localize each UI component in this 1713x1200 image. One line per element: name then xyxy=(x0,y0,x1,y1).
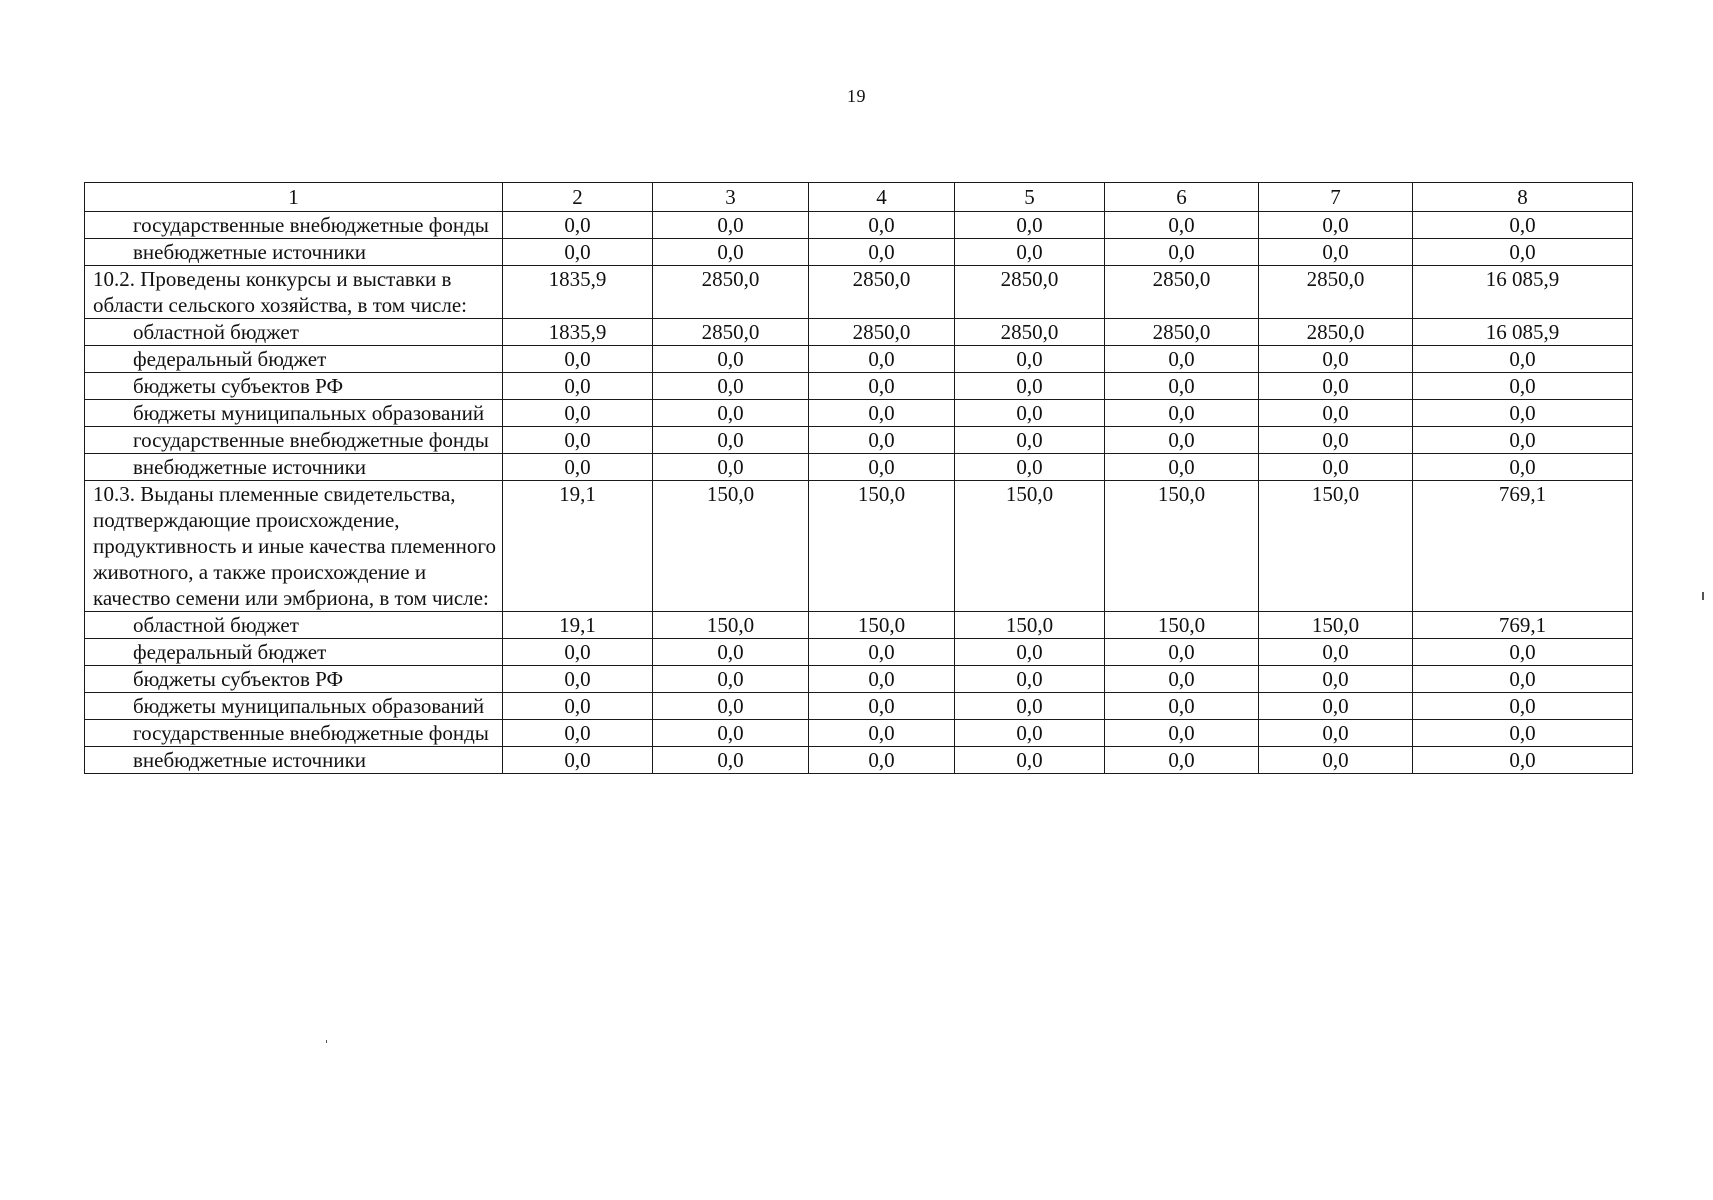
value-cell: 1835,9 xyxy=(503,319,653,346)
value-cell: 0,0 xyxy=(1105,373,1259,400)
value-cell: 0,0 xyxy=(1105,720,1259,747)
value-cell: 0,0 xyxy=(1105,400,1259,427)
table-row xyxy=(85,266,1633,319)
value-cell: 0,0 xyxy=(1105,212,1259,239)
value-cell: 150,0 xyxy=(809,612,955,639)
value-cell: 0,0 xyxy=(1105,427,1259,454)
value-cell: 150,0 xyxy=(1259,481,1413,612)
value-cell: 0,0 xyxy=(1259,639,1413,666)
value-cell: 150,0 xyxy=(809,481,955,612)
row-section-label: 10.3. Выданы племенные свидетельства, подтверждающие происхождение, продуктивность и иные качества племенного животного, а также происхождение и качество семени или эмбриона, в том числе: xyxy=(85,481,503,612)
value-cell: 0,0 xyxy=(653,666,809,693)
row-label: областной бюджет xyxy=(85,612,503,639)
value-cell: 0,0 xyxy=(1259,346,1413,373)
value-cell: 150,0 xyxy=(955,612,1105,639)
value-cell: 2850,0 xyxy=(955,319,1105,346)
table-row xyxy=(85,319,1633,346)
value-cell: 0,0 xyxy=(1413,454,1633,481)
budget-table-container xyxy=(84,182,1632,774)
value-cell: 0,0 xyxy=(955,454,1105,481)
value-cell: 150,0 xyxy=(653,612,809,639)
value-cell: 0,0 xyxy=(503,212,653,239)
value-cell: 0,0 xyxy=(653,693,809,720)
value-cell: 19,1 xyxy=(503,612,653,639)
value-cell: 2850,0 xyxy=(1105,266,1259,319)
value-cell: 0,0 xyxy=(1413,346,1633,373)
table-row xyxy=(85,666,1633,693)
scan-artifact xyxy=(1702,592,1704,600)
value-cell: 2850,0 xyxy=(1259,319,1413,346)
value-cell: 0,0 xyxy=(809,666,955,693)
value-cell: 0,0 xyxy=(955,747,1105,774)
value-cell: 1835,9 xyxy=(503,266,653,319)
value-cell: 0,0 xyxy=(653,639,809,666)
row-label: федеральный бюджет xyxy=(85,639,503,666)
value-cell: 0,0 xyxy=(503,346,653,373)
value-cell: 150,0 xyxy=(653,481,809,612)
value-cell: 0,0 xyxy=(809,639,955,666)
value-cell: 0,0 xyxy=(653,212,809,239)
value-cell: 0,0 xyxy=(503,747,653,774)
budget-table xyxy=(84,182,1633,774)
table-row xyxy=(85,454,1633,481)
value-cell: 0,0 xyxy=(1413,747,1633,774)
row-label: бюджеты муниципальных образований xyxy=(85,400,503,427)
value-cell: 0,0 xyxy=(503,720,653,747)
value-cell: 0,0 xyxy=(809,212,955,239)
value-cell: 0,0 xyxy=(1259,400,1413,427)
value-cell: 0,0 xyxy=(809,346,955,373)
row-label: бюджеты муниципальных образований xyxy=(85,693,503,720)
value-cell: 0,0 xyxy=(503,693,653,720)
table-row xyxy=(85,481,1633,612)
value-cell: 0,0 xyxy=(955,666,1105,693)
page-number: 19 xyxy=(847,86,866,106)
value-cell: 2850,0 xyxy=(653,266,809,319)
value-cell: 150,0 xyxy=(1105,481,1259,612)
value-cell: 0,0 xyxy=(1259,747,1413,774)
value-cell: 0,0 xyxy=(1259,666,1413,693)
row-label: федеральный бюджет xyxy=(85,346,503,373)
value-cell: 2850,0 xyxy=(1259,266,1413,319)
value-cell: 0,0 xyxy=(809,400,955,427)
value-cell: 0,0 xyxy=(955,400,1105,427)
table-header xyxy=(85,183,1633,212)
value-cell: 0,0 xyxy=(653,346,809,373)
value-cell: 2850,0 xyxy=(955,266,1105,319)
value-cell: 0,0 xyxy=(809,239,955,266)
value-cell: 0,0 xyxy=(653,454,809,481)
table-row xyxy=(85,212,1633,239)
value-cell: 0,0 xyxy=(809,720,955,747)
table-body xyxy=(85,212,1633,774)
value-cell: 0,0 xyxy=(1105,454,1259,481)
value-cell: 0,0 xyxy=(955,427,1105,454)
value-cell: 0,0 xyxy=(1413,639,1633,666)
value-cell: 0,0 xyxy=(653,427,809,454)
value-cell: 16 085,9 xyxy=(1413,266,1633,319)
header-row xyxy=(85,183,1633,212)
value-cell: 0,0 xyxy=(1413,212,1633,239)
header-cell: 1 xyxy=(85,183,503,212)
value-cell: 0,0 xyxy=(1259,693,1413,720)
row-label: государственные внебюджетные фонды xyxy=(85,720,503,747)
value-cell: 2850,0 xyxy=(1105,319,1259,346)
value-cell: 0,0 xyxy=(1259,720,1413,747)
header-cell: 5 xyxy=(955,183,1105,212)
value-cell: 0,0 xyxy=(1413,400,1633,427)
value-cell: 0,0 xyxy=(1105,693,1259,720)
value-cell: 0,0 xyxy=(955,720,1105,747)
row-label: бюджеты субъектов РФ xyxy=(85,666,503,693)
table-row xyxy=(85,427,1633,454)
value-cell: 0,0 xyxy=(1105,346,1259,373)
value-cell: 0,0 xyxy=(653,720,809,747)
value-cell: 2850,0 xyxy=(809,266,955,319)
value-cell: 150,0 xyxy=(1105,612,1259,639)
value-cell: 0,0 xyxy=(503,400,653,427)
value-cell: 0,0 xyxy=(503,454,653,481)
value-cell: 0,0 xyxy=(1413,666,1633,693)
value-cell: 0,0 xyxy=(955,239,1105,266)
row-label: областной бюджет xyxy=(85,319,503,346)
header-cell: 6 xyxy=(1105,183,1259,212)
value-cell: 0,0 xyxy=(1413,720,1633,747)
value-cell: 0,0 xyxy=(1259,427,1413,454)
value-cell: 0,0 xyxy=(955,639,1105,666)
scan-artifact xyxy=(326,1040,327,1043)
value-cell: 0,0 xyxy=(1413,373,1633,400)
value-cell: 0,0 xyxy=(1259,239,1413,266)
value-cell: 0,0 xyxy=(1105,639,1259,666)
value-cell: 0,0 xyxy=(955,212,1105,239)
value-cell: 0,0 xyxy=(1413,693,1633,720)
table-row xyxy=(85,239,1633,266)
value-cell: 769,1 xyxy=(1413,612,1633,639)
table-row xyxy=(85,720,1633,747)
table-row xyxy=(85,373,1633,400)
value-cell: 0,0 xyxy=(809,693,955,720)
value-cell: 0,0 xyxy=(1105,239,1259,266)
table-row xyxy=(85,747,1633,774)
value-cell: 0,0 xyxy=(809,454,955,481)
value-cell: 0,0 xyxy=(653,400,809,427)
value-cell: 0,0 xyxy=(503,373,653,400)
value-cell: 0,0 xyxy=(653,239,809,266)
value-cell: 0,0 xyxy=(503,639,653,666)
value-cell: 0,0 xyxy=(955,693,1105,720)
value-cell: 0,0 xyxy=(955,373,1105,400)
header-cell: 8 xyxy=(1413,183,1633,212)
header-cell: 7 xyxy=(1259,183,1413,212)
value-cell: 0,0 xyxy=(653,747,809,774)
value-cell: 0,0 xyxy=(809,373,955,400)
row-label: государственные внебюджетные фонды xyxy=(85,427,503,454)
table-row xyxy=(85,400,1633,427)
value-cell: 150,0 xyxy=(955,481,1105,612)
value-cell: 0,0 xyxy=(1413,427,1633,454)
value-cell: 0,0 xyxy=(1413,239,1633,266)
value-cell: 150,0 xyxy=(1259,612,1413,639)
header-cell: 3 xyxy=(653,183,809,212)
value-cell: 2850,0 xyxy=(809,319,955,346)
row-label: внебюджетные источники xyxy=(85,454,503,481)
value-cell: 0,0 xyxy=(1259,373,1413,400)
value-cell: 0,0 xyxy=(809,747,955,774)
row-label: внебюджетные источники xyxy=(85,747,503,774)
header-cell: 4 xyxy=(809,183,955,212)
row-label: бюджеты субъектов РФ xyxy=(85,373,503,400)
table-row xyxy=(85,346,1633,373)
value-cell: 2850,0 xyxy=(653,319,809,346)
header-cell: 2 xyxy=(503,183,653,212)
value-cell: 16 085,9 xyxy=(1413,319,1633,346)
value-cell: 19,1 xyxy=(503,481,653,612)
value-cell: 769,1 xyxy=(1413,481,1633,612)
value-cell: 0,0 xyxy=(809,427,955,454)
row-section-label: 10.2. Проведены конкурсы и выставки в области сельского хозяйства, в том числе: xyxy=(85,266,503,319)
value-cell: 0,0 xyxy=(955,346,1105,373)
value-cell: 0,0 xyxy=(1259,454,1413,481)
value-cell: 0,0 xyxy=(1259,212,1413,239)
value-cell: 0,0 xyxy=(653,373,809,400)
table-row xyxy=(85,693,1633,720)
value-cell: 0,0 xyxy=(1105,747,1259,774)
table-row xyxy=(85,612,1633,639)
row-label: внебюджетные источники xyxy=(85,239,503,266)
row-label: государственные внебюджетные фонды xyxy=(85,212,503,239)
table-row xyxy=(85,639,1633,666)
value-cell: 0,0 xyxy=(503,666,653,693)
value-cell: 0,0 xyxy=(1105,666,1259,693)
value-cell: 0,0 xyxy=(503,239,653,266)
value-cell: 0,0 xyxy=(503,427,653,454)
